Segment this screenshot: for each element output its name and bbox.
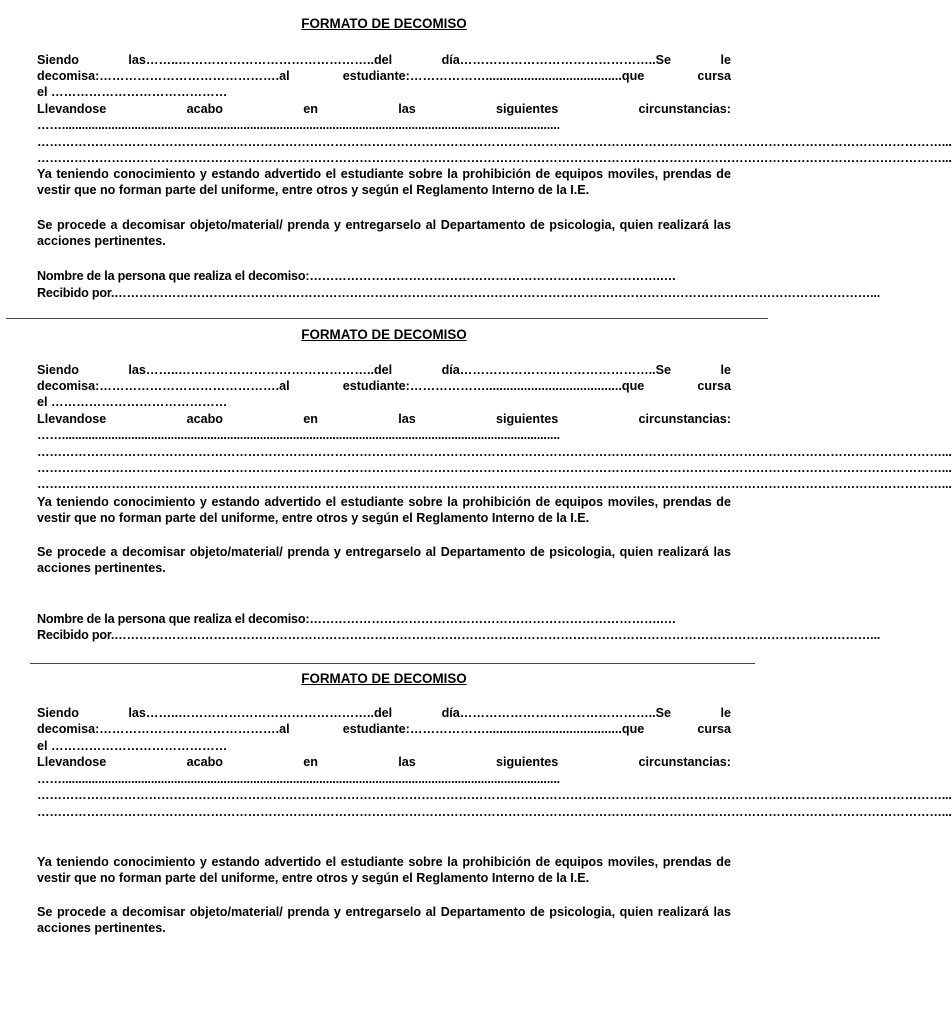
word: las xyxy=(398,755,416,769)
grado-line: el …………………………………… xyxy=(37,739,228,753)
word: circunstancias: xyxy=(638,755,731,769)
word: Llevandose xyxy=(37,755,107,769)
advertencia-paragraph: Ya teniendo conocimiento y estando advertido el estudiante sobre la prohibición de equipos moviles, prendas de vestir que no forman parte del uniforme, entre otros y según el Reglamento Interno de la I.E. xyxy=(37,855,731,886)
dotted-line: …………………………………………………………………………………………………………………………………………………………………………………………………... xyxy=(37,788,952,802)
word-cursa: cursa xyxy=(697,379,731,393)
advertencia-paragraph: Ya teniendo conocimiento y estando advertido el estudiante sobre la prohibición de equipos moviles, prendas de vestir que no forman parte del uniforme, entre otros y según el Reglamento Interno de la I.E. xyxy=(37,495,731,526)
siendo-line xyxy=(37,362,731,378)
word: Llevandose xyxy=(37,412,107,426)
word: en xyxy=(303,102,318,116)
estudiante-field: estudiante:……………….......................................que xyxy=(342,69,645,83)
word: acabo xyxy=(186,102,223,116)
objeto-field: decomisa:…………………………………….al xyxy=(37,69,290,83)
circunstancias-heading xyxy=(37,411,731,427)
decomisa-line xyxy=(37,68,731,84)
word-siendo: Siendo xyxy=(37,706,79,720)
word: siguientes xyxy=(495,102,559,116)
recibido-field: Recibido por.…………………………………………………………………………………………………………………………………………………………………... xyxy=(37,628,881,642)
dotted-line: …………………………………………………………………………………………………………………………………………………………………………………………………... xyxy=(37,135,952,149)
siendo-line xyxy=(37,52,731,68)
word-siendo: Siendo xyxy=(37,363,79,377)
grado-line: el …………………………………… xyxy=(37,85,228,99)
hora-field: las……..………………………………………..del xyxy=(128,706,393,720)
form-title: FORMATO DE DECOMISO xyxy=(301,671,467,686)
hora-field: las……..………………………………………..del xyxy=(128,363,393,377)
word: siguientes xyxy=(495,412,559,426)
word-siendo: Siendo xyxy=(37,53,79,67)
decomisa-line xyxy=(37,721,731,737)
word: en xyxy=(303,755,318,769)
dotted-line: …………………………………………………………………………………………………………………………………………………………………………………………………... xyxy=(37,445,952,459)
circunstancias-heading xyxy=(37,101,731,117)
estudiante-field: estudiante:……………….......................................que xyxy=(342,379,645,393)
word: en xyxy=(303,412,318,426)
dotted-line: …………………………………………………………………………………………………………………………………………………………………………………………………... xyxy=(37,805,952,819)
word: acabo xyxy=(186,412,223,426)
dia-field: día………………………………………..Se xyxy=(441,706,672,720)
word: las xyxy=(398,102,416,116)
objeto-field: decomisa:…………………………………….al xyxy=(37,379,290,393)
decomiso-form-2 xyxy=(37,320,952,650)
decomiso-form-3 xyxy=(37,665,952,945)
decomiso-form-1 xyxy=(37,0,952,310)
nombre-field: Nombre de la persona que realiza el decomiso:………………………………………………………………………….…. xyxy=(37,269,676,283)
dia-field: día………………………………………..Se xyxy=(441,363,672,377)
advertencia-paragraph: Ya teniendo conocimiento y estando advertido el estudiante sobre la prohibición de equipos moviles, prendas de vestir que no forman parte del uniforme, entre otros y según el Reglamento Interno de la I.E. xyxy=(37,167,731,198)
word: siguientes xyxy=(495,755,559,769)
hora-field: las……..………………………………………..del xyxy=(128,53,393,67)
word: acabo xyxy=(186,755,223,769)
dia-field: día………………………………………..Se xyxy=(441,53,672,67)
dotted-line: …………………………………………………………………………………………………………………………………………………………………………………………………... xyxy=(37,477,952,491)
form-title: FORMATO DE DECOMISO xyxy=(301,16,467,31)
estudiante-field: estudiante:……………….......................................que xyxy=(342,722,645,736)
siendo-line xyxy=(37,705,731,721)
word: Llevandose xyxy=(37,102,107,116)
recibido-field: Recibido por.…………………………………………………………………………………………………………………………………………………………………... xyxy=(37,286,881,300)
objeto-field: decomisa:…………………………………….al xyxy=(37,722,290,736)
word: circunstancias: xyxy=(638,102,731,116)
dotted-line-short: ……....................................................................................................................................................... xyxy=(37,772,560,786)
procedimiento-paragraph: Se procede a decomisar objeto/material/ prenda y entregarselo al Departamento de psicologia, quien realizará las acciones pertinentes. xyxy=(37,545,731,576)
separator-line xyxy=(6,318,768,319)
word-cursa: cursa xyxy=(697,722,731,736)
word: circunstancias: xyxy=(638,412,731,426)
procedimiento-paragraph: Se procede a decomisar objeto/material/ prenda y entregarselo al Departamento de psicologia, quien realizará las acciones pertinentes. xyxy=(37,218,731,249)
word-cursa: cursa xyxy=(697,69,731,83)
dotted-line-short: ……....................................................................................................................................................... xyxy=(37,428,560,442)
word-le: le xyxy=(720,53,731,67)
procedimiento-paragraph: Se procede a decomisar objeto/material/ prenda y entregarselo al Departamento de psicologia, quien realizará las acciones pertinentes. xyxy=(37,905,731,936)
dotted-line-short: ……....................................................................................................................................................... xyxy=(37,118,560,132)
decomisa-line xyxy=(37,378,731,394)
grado-line: el …………………………………… xyxy=(37,395,228,409)
circunstancias-heading xyxy=(37,754,731,770)
separator-line xyxy=(30,663,755,664)
form-title: FORMATO DE DECOMISO xyxy=(301,327,467,342)
word: las xyxy=(398,412,416,426)
nombre-field: Nombre de la persona que realiza el decomiso:………………………………………………………………………….…. xyxy=(37,612,676,626)
word-le: le xyxy=(720,706,731,720)
dotted-line: …………………………………………………………………………………………………………………………………………………………………………………………………... xyxy=(37,151,952,165)
word-le: le xyxy=(720,363,731,377)
dotted-line: …………………………………………………………………………………………………………………………………………………………………………………………………... xyxy=(37,461,952,475)
